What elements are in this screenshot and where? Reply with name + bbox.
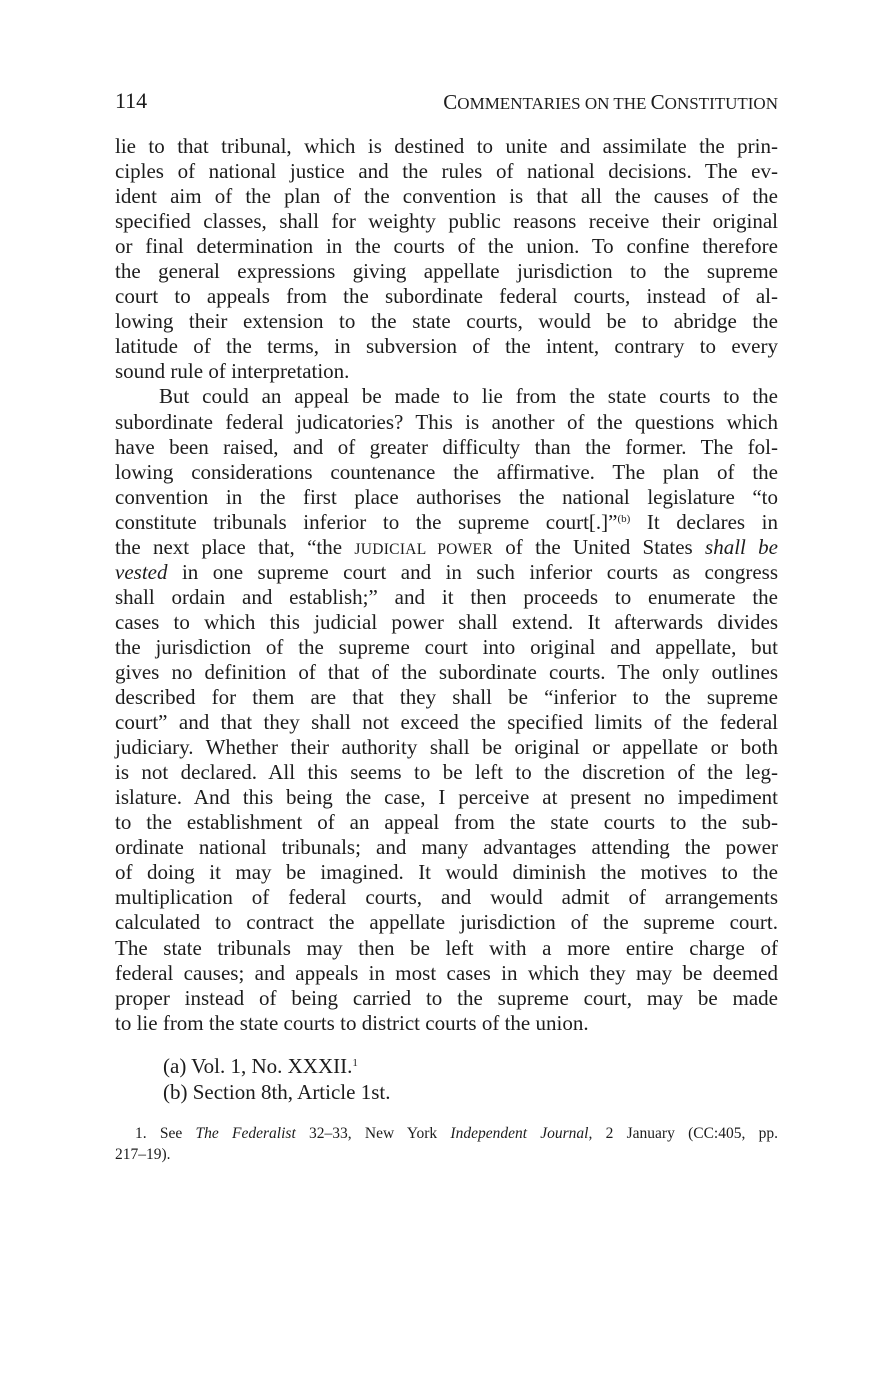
text-line: lie to that tribunal, which is destined to unite and assimilate the prin-: [115, 134, 778, 158]
text-run: It declares in: [630, 509, 778, 534]
text-line: court to appeals from the subordinate federal courts, instead of al-: [115, 284, 778, 309]
running-head-initial: C: [443, 90, 458, 114]
text-line: [115, 535, 778, 560]
page-number: 114: [115, 88, 148, 113]
text-line: cases to which this judicial power shall extend. It afterwards divides: [115, 609, 778, 634]
text-line: federal causes; and appeals in most cases in which they may be deemed: [115, 960, 778, 985]
italic-text: shall be: [705, 534, 778, 559]
text-run: in one supreme court and in such inferior courts as congress: [167, 559, 778, 584]
text-line: ciples of national justice and the rules of national decisions. The ev-: [115, 159, 778, 184]
text-line: convention in the first place authorises the national legislature “to: [115, 484, 778, 509]
text-run: 1. See: [135, 1125, 196, 1142]
text-line: But could an appeal be made to lie from the state courts to the: [159, 384, 778, 409]
footnote-line: [115, 1124, 778, 1145]
text-run: the next place that, “the: [115, 534, 355, 559]
text-line: ordinate national tribunals; and many advantages attending the power: [115, 835, 778, 860]
text-line: the jurisdiction of the supreme court into original and appellate, but: [115, 634, 778, 659]
text-run: 32–33, New York: [295, 1125, 451, 1142]
running-head-text: OMMENTARIES ON THE: [457, 94, 651, 113]
text-line: is not declared. All this seems to be left to the discretion of the leg-: [115, 760, 778, 785]
running-head: [443, 90, 778, 115]
text-line: judiciary. Whether their authority shall be original or appellate or both: [115, 735, 778, 760]
text-line: to lie from the state courts to district courts of the union.: [115, 1010, 589, 1035]
small-caps-text: JUDICIAL POWER: [354, 540, 493, 558]
text-line: court” and that they shall not exceed the specified limits of the federal: [115, 710, 778, 735]
text-line: described for them are that they shall be “inferior to the supreme: [115, 685, 778, 710]
footnote: [115, 1124, 778, 1165]
text-line: or final determination in the courts of the union. To confine therefore: [115, 234, 778, 259]
text-line: have been raised, and of greater difficulty than the former. The fol-: [115, 434, 778, 459]
text-run: of the United States: [492, 534, 706, 559]
text-line: The state tribunals may then be left with a more entire charge of: [115, 935, 778, 960]
text-line: lowing their extension to the state courts, would be to abridge the: [115, 309, 778, 334]
text-line: sound rule of interpretation.: [115, 359, 350, 384]
note-reference: (b): [617, 512, 631, 525]
paragraph: [115, 384, 778, 1035]
running-head-text: ONSTITUTION: [664, 94, 778, 113]
text-line: shall ordain and establish;” and it then proceeds to enumerate the: [115, 584, 778, 609]
footnote-line: 217–19).: [115, 1145, 171, 1163]
note-text: (a) Vol. 1, No. XXXII.: [163, 1054, 353, 1078]
paragraph: [115, 134, 778, 384]
text-line: to the establishment of an appeal from the state courts to the sub-: [115, 810, 778, 835]
text-line: specified classes, shall for weighty public reasons receive their original: [115, 209, 778, 234]
italic-text: vested: [115, 559, 168, 584]
running-head-initial: C: [650, 90, 665, 114]
text-line: subordinate federal judicatories? This is another of the questions which: [115, 409, 778, 434]
text-line: lowing considerations countenance the affirmative. The plan of the: [115, 459, 778, 484]
text-line: ident aim of the plan of the convention is that all the causes of the: [115, 184, 778, 209]
text-line: islature. And this being the case, I perceive at present no impediment: [115, 785, 778, 810]
text-run: constitute tribunals inferior to the supreme court[.]”: [115, 509, 618, 534]
body-text: [115, 134, 778, 1036]
text-line: latitude of the terms, in subversion of the intent, contrary to every: [115, 334, 778, 359]
text-line: [115, 560, 778, 585]
text-line: proper instead of being carried to the supreme court, may be made: [115, 985, 778, 1010]
text-line: gives no definition of that of the subordinate courts. The only outlines: [115, 659, 778, 684]
text-line: of doing it may be imagined. It would diminish the motives to the: [115, 860, 778, 885]
text-run: 2 January (CC:405, pp.: [592, 1125, 778, 1142]
footnote-reference: 1: [352, 1057, 358, 1069]
italic-text: Independent Journal,: [450, 1125, 593, 1142]
author-notes: [163, 1053, 390, 1105]
text-line: calculated to contract the appellate jurisdiction of the supreme court.: [115, 910, 778, 935]
note-b: (b) Section 8th, Article 1st.: [163, 1080, 391, 1104]
italic-text: The Federalist: [195, 1125, 296, 1142]
text-line: the general expressions giving appellate jurisdiction to the supreme: [115, 259, 778, 284]
text-line: [115, 510, 778, 535]
note-a: [163, 1053, 390, 1079]
text-line: multiplication of federal courts, and would admit of arrangements: [115, 885, 778, 910]
